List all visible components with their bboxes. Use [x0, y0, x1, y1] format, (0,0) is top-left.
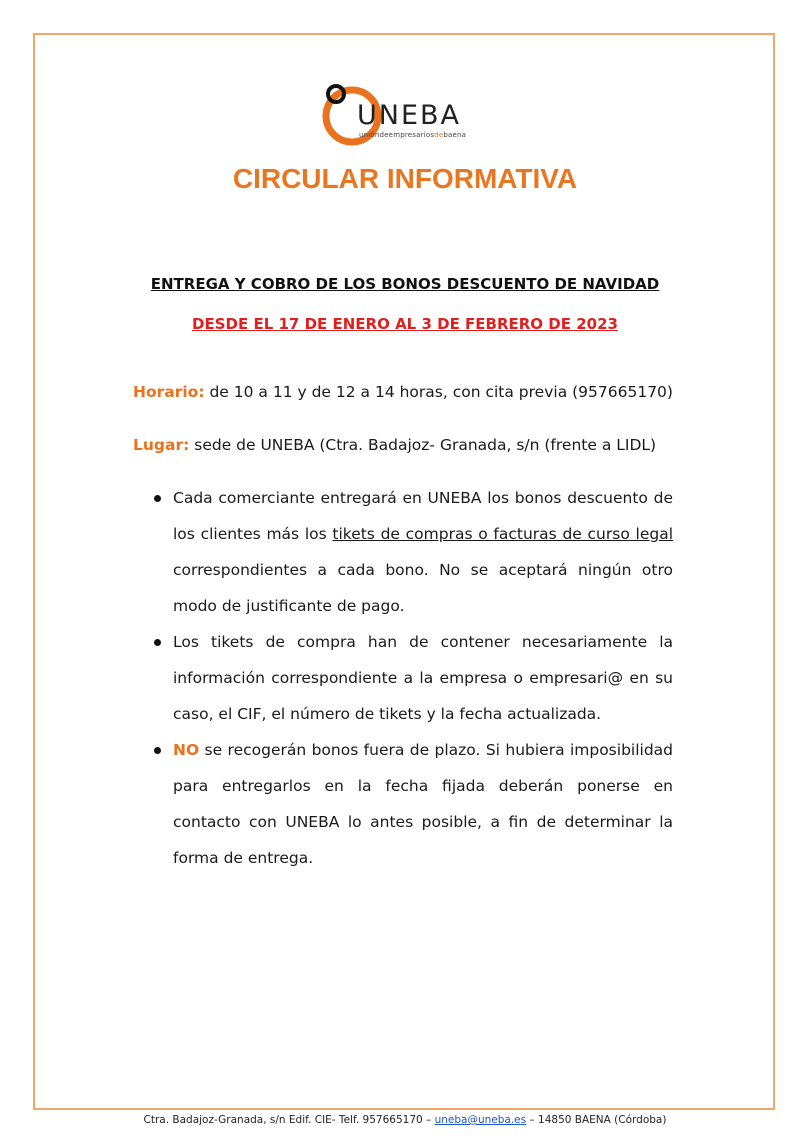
- date-range: DESDE EL 17 DE ENERO AL 3 DE FEBRERO DE 2023: [192, 315, 618, 333]
- lugar-line: [133, 436, 656, 454]
- logo-name: UNEBA: [357, 100, 462, 131]
- horario-label: Horario:: [133, 383, 205, 401]
- conditions-list: [133, 480, 673, 876]
- lugar-label: Lugar:: [133, 436, 190, 454]
- horario-line: [133, 383, 673, 401]
- logo-tagline: unióndeempresariosdebaena: [359, 131, 467, 139]
- underlined-phrase: tikets de compras o facturas de curso legal: [332, 525, 673, 543]
- no-highlight: NO: [173, 741, 200, 759]
- lugar-text: sede de UNEBA (Ctra. Badajoz- Granada, s/n (frente a LIDL): [189, 436, 657, 454]
- footer: Ctra. Badajoz-Granada, s/n Edif. CIE- Telf. 957665170 – uneba@uneba.es – 14850 BAENA (Córdoba): [143, 1114, 667, 1126]
- list-item: Los tikets de compra han de contener necesariamente la información correspondiente a la empresa o empresari@ en su caso, el CIF, el número de tikets y la fecha actualizada.: [133, 624, 673, 732]
- horario-text: de 10 a 11 y de 12 a 14 horas, con cita previa (957665170): [204, 383, 673, 401]
- uneba-logo: [322, 80, 502, 148]
- list-item: Cada comerciante entregará en UNEBA los bonos descuento de los clientes más los tikets de compras o facturas de curso legal correspondientes a cada bono. No se aceptará ningún otro modo de justificante de pago.: [133, 480, 673, 624]
- circular-heading: ENTREGA Y COBRO DE LOS BONOS DESCUENTO DE NAVIDAD: [150, 275, 660, 293]
- page-title: CIRCULAR INFORMATIVA: [232, 163, 578, 194]
- list-item: NO se recogerán bonos fuera de plazo. Si hubiera imposibilidad para entregarlos en la fecha fijada deberán ponerse en contacto con UNEBA lo antes posible, a fin de determinar la forma de entrega.: [133, 732, 673, 876]
- email-link[interactable]: uneba@uneba.es: [434, 1114, 527, 1126]
